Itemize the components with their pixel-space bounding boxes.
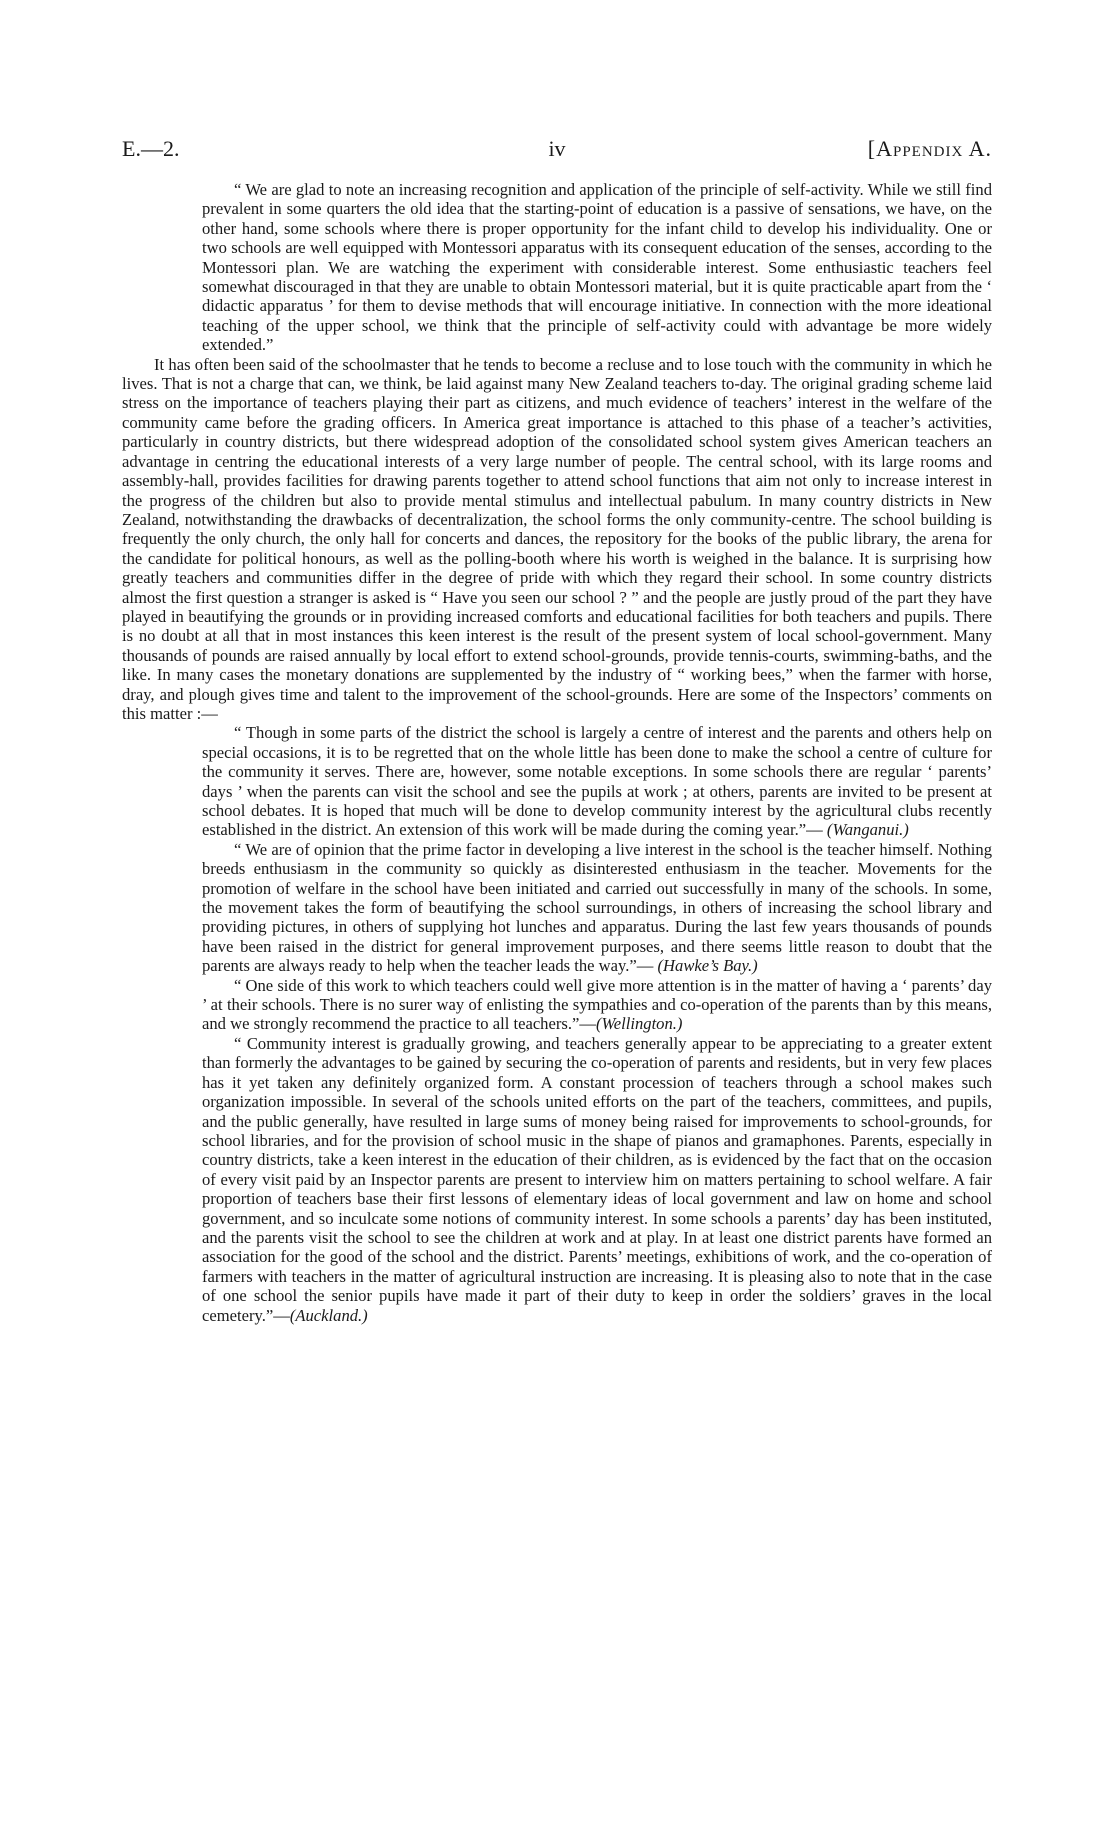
document-reference: E.—2. [122,136,180,161]
quote-auckland [202,1034,992,1325]
page-header [122,136,992,166]
opening-quote: “ We are glad to note an increasing recognition and application of the principle of self-activity. While we still find prevalent in some quarters the old idea that the starting-point of education is a passive of sensations, we have, on the other hand, some schools where there is proper opportunity for the infant child to develop his individuality. One or two schools are well equipped with Montessori apparatus with its consequent education of the senses, according to the Montessori plan. We are watching the experiment with considerable interest. Some enthusiastic teachers feel somewhat discouraged in that they are unable to obtain Montessori material, but it is quite practicable apart from the ‘ didactic apparatus ’ for them to devise methods that will encourage initiative. In connection with the more ideational teaching of the upper school, we think that the principle of self-activity could with advantage be more widely extended.” [202,180,992,355]
quote-text: “ Though in some parts of the district the school is largely a centre of interest and the parents and others help on special occasions, it is to be regretted that on the whole little has been done to make the school a centre of culture for the community it serves. There are, however, some notable exceptions. In some schools there are regular ‘ parents’ days ’ when the parents can visit the school and see the pupils at work ; at others, parents are invited to be present at school debates. It is hoped that much will be done to develop community interest by the agricultural clubs recently established in the district. An extension of this work will be made during the coming year.”— [202,723,992,840]
appendix-label: [Appendix A. [867,136,992,161]
quote-wellington [202,976,992,1034]
quote-source: (Auckland.) [289,1305,368,1325]
quote-source: (Hawke’s Bay.) [657,956,758,976]
quote-wanganui [202,723,992,839]
page-number: iv [548,136,566,161]
quote-source: (Wellington.) [595,1014,683,1034]
main-paragraph: It has often been said of the schoolmaster that he tends to become a recluse and to lose touch with the community in which he lives. That is not a charge that can, we think, be laid against many New Zealand teachers to-day. The original grading scheme laid stress on the importance of teachers playing their part as citizens, and much evidence of teachers’ interest in the welfare of the community came before the grading officers. In America great importance is attached to this phase of a teacher’s activities, particularly in country districts, but there widespread adoption of the consolidated school system gives American teachers an advantage in centring the educational interests of a very large number of people. The central school, with its large rooms and assembly-hall, provides facilities for drawing parents together to attend school functions that aim not only to increase interest in the progress of the children but also to provide mental stimulus and intellectual pabulum. In many country districts in New Zealand, notwithstanding the drawbacks of decentralization, the school forms the only community-centre. The school building is frequently the only church, the only hall for concerts and dances, the repository for the books of the public library, the arena for the candidate for political honours, as well as the polling-booth where his worth is weighed in the balance. It is surprising how greatly teachers and communities differ in the degree of pride with which they regard their school. In some country districts almost the first question a stranger is asked is “ Have you seen our school ? ” and the people are justly proud of the part they have played in beautifying the grounds or in providing increased comforts and educational facilities for both teachers and pupils. There is no doubt at all that in most instances this keen interest is the result of the present system of local school-government. Many thousands of pounds are raised annually by local effort to extend school-grounds, provide tennis-courts, swimming-baths, and the like. In many cases the monetary donations are supplemented by the industry of “ working bees,” when the farmer with horse, dray, and plough gives time and talent to the improvement of the school-grounds. Here are some of the Inspectors’ comments on this matter :— [122,354,992,723]
body-text [122,180,992,1325]
quote-text: “ We are of opinion that the prime factor in developing a live interest in the school is the teacher himself. Nothing breeds enthusiasm in the community so quickly as disinterested enthusiasm in the teacher. Movements for the promotion of welfare in the school have been initiated and carried out successfully in many of the schools. In some, the movement takes the form of beautifying the school surroundings, in others of increasing the school library and providing pictures, in others of supplying hot lunches and apparatus. During the last few years thousands of pounds have been raised in the district for general improvement purposes, and there seems little reason to doubt that the parents are always ready to help when the teacher leads the way.”— [202,839,992,976]
inspectors-comments [202,723,992,1325]
quote-hawkes-bay [202,840,992,976]
quote-source: (Wanganui.) [826,820,909,840]
quote-text: “ One side of this work to which teachers could well give more attention is in the matter of having a ‘ parents’ day ’ at their schools. There is no surer way of enlisting the sympathies and co-operation of the parents than by this means, and we strongly recommend the practice to all teachers.”— [202,975,992,1034]
quote-text: “ Community interest is gradually growing, and teachers generally appear to be appreciating to a greater extent than formerly the advantages to be gained by securing the co-operation of parents and residents, but in very few places has it yet taken any definitely organized form. A constant procession of teachers through a school makes such organization impossible. In several of the schools united efforts on the part of the teachers, committees, and pupils, and the public generally, have resulted in large sums of money being raised for improvements to school-grounds, for school libraries, and for the provision of school music in the shape of pianos and gramaphones. Parents, especially in country districts, take a keen interest in the education of their children, as is evidenced by the fact that on the occasion of every visit paid by an Inspector parents are present to interview him on matters pertaining to school welfare. A fair proportion of teachers base their first lessons of elementary ideas of local government and law on home and school government, and so inculcate some notions of community interest. In some schools a parents’ day has been instituted, and the parents visit the school to see the children at work and at play. In at least one district parents have formed an association for the good of the school and the district. Parents’ meetings, exhibitions of work, and the co-operation of farmers with teachers in the matter of agricultural instruction are increasing. It is pleasing also to note that in the case of one school the senior pupils have made it part of their duty to keep in order the soldiers’ graves in the local cemetery.”— [202,1033,992,1325]
